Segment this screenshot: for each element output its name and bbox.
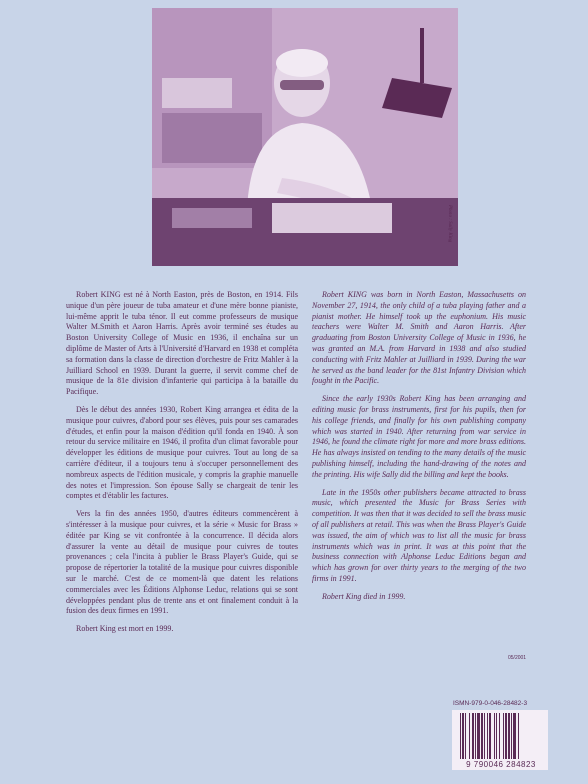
portrait-photo xyxy=(152,8,458,266)
print-date-code: 05/2001 xyxy=(508,655,527,661)
barcode-bar xyxy=(494,713,495,759)
barcode-bar xyxy=(511,713,512,759)
barcode-bar xyxy=(472,713,474,759)
english-paragraph: Robert King died in 1999. xyxy=(322,591,406,601)
english-paragraph: Robert KING was born in North Easton, Massachusetts on November 27, 1914, the only child of a tuba playing father and a pianist mother. He himself took up the euphonium. His music teachers were Walter M. Smith and Aaron Harris. After graduating from Boston University College of Music in 1936, he was granted an M.A. from Harvard in 1938 and also studied conducting with Fritz Mahler at Juilliard in 1939. During the war he served as the band leader for the 81st Infantry Division which fought in the Pacific. xyxy=(312,290,526,386)
barcode-bar xyxy=(518,713,519,759)
barcode-bar xyxy=(503,713,504,759)
photo-credit: Photo : Sally King xyxy=(447,205,452,243)
barcode-bar xyxy=(469,713,470,759)
barcode-bar xyxy=(513,713,516,759)
ismn-label: ISMN-979-0-046-28482-3 xyxy=(453,700,528,707)
english-paragraph: Since the early 1930s Robert King has been arranging and editing music for brass instruments, first for his pupils, then for his college friends, and finally for his own publishing company which was started in 1940. After returning from war service in 1946, he found the climate right for more and more brass editions. He has always insisted on tending to the many details of the music publishing himself, including the hand-drawing of the notes and the printing. His wife Sally did the billing and kept the books. xyxy=(312,394,526,479)
french-paragraph: Robert King est mort en 1999. xyxy=(76,624,174,634)
barcode-bar xyxy=(496,713,497,759)
barcode-bar xyxy=(489,713,491,759)
english-biography xyxy=(312,290,526,610)
barcode-bar xyxy=(499,713,500,759)
barcode-bar xyxy=(505,713,507,759)
barcode-bar xyxy=(508,713,510,759)
barcode xyxy=(452,710,548,770)
portrait-illustration xyxy=(152,8,458,266)
barcode-bar xyxy=(481,713,483,759)
french-paragraph: Robert KING est né à North Easton, près de Boston, en 1914. Fils unique d'un père joueur de tuba amateur et d'une mère bonne pianiste, lui-même apprit le tuba ténor. Il eut comme professeurs de musique Walter M.Smith et Aaron Harris. Après avoir terminé ses études au Boston University College of Music en 1936, il enchaîna sur un diplôme de Master of Arts à l'Université d'Harvard en 1938 et compléta sa formation dans la classe de direction d'orchestre de Fritz Mahler à la Juilliard School en 1939. Durant la guerre, il servit comme chef de musique de la 81e division d'infanterie qui participa à la bataille du Pacifique. xyxy=(66,290,298,397)
french-paragraph: Dès le début des années 1930, Robert King arrangea et édita de la musique pour cuivres, d'abord pour ses élèves, puis pour ses camarades d'études, et enfin pour la maison d'édition qu'il fonda en 1940. À son retour du service militaire en 1946, il profita d'un climat favorable pour développer les éditions de musique pour cuivres. Tout au long de sa carrière d'éditeur, il a toujours tenu à s'occuper personnellement des nombreux aspects de l'édition musicale, y compris la graphie manuelle des notes et l'impression. Son épouse Sally se chargeait de tenir les comptes et d'établir les factures. xyxy=(66,404,298,501)
barcode-bar xyxy=(462,713,464,759)
barcode-bars xyxy=(460,713,542,759)
barcode-bar xyxy=(477,713,480,759)
barcode-bar xyxy=(484,713,485,759)
barcode-bar xyxy=(460,713,461,759)
barcode-bar xyxy=(487,713,488,759)
barcode-bar xyxy=(475,713,476,759)
french-paragraph: Vers la fin des années 1950, d'autres éditeurs commencèrent à s'intéresser à la musique pour cuivres, et la série « Music for Brass » éditée par King se vit confrontée à la concurrence. Il décida alors d'assurer la vente au détail de musique pour cuivres de toutes provenances ; cela l'incita à publier le Brass Player's Guide, qui se propose de répertorier la totalité de la musique pour cuivres disponible sur le marché. C'est de ce moment-là que datent les relations commerciales avec les Éditions Alphonse Leduc, relations qui se sont développées pendant plus de trente ans et ont finalement conduit à la fusion des deux firmes en 1991. xyxy=(66,509,298,616)
french-biography xyxy=(66,290,298,642)
barcode-number: 9 790046 284823 xyxy=(466,760,536,769)
barcode-bar xyxy=(465,713,466,759)
english-paragraph: Late in the 1950s other publishers became attracted to brass music, which presented the Music for Brass Series with competition. It was then that it was decided to sell the brass music of all publishers at retail. This was when the Brass Player's Guide was issued, the aim of which was to list all the music for brass instruments which was in print. It was at this point that the business connection with Alphonse Leduc Editions began and which has grown for over thirty years to the merging of the two firms in 1991. xyxy=(312,487,526,583)
